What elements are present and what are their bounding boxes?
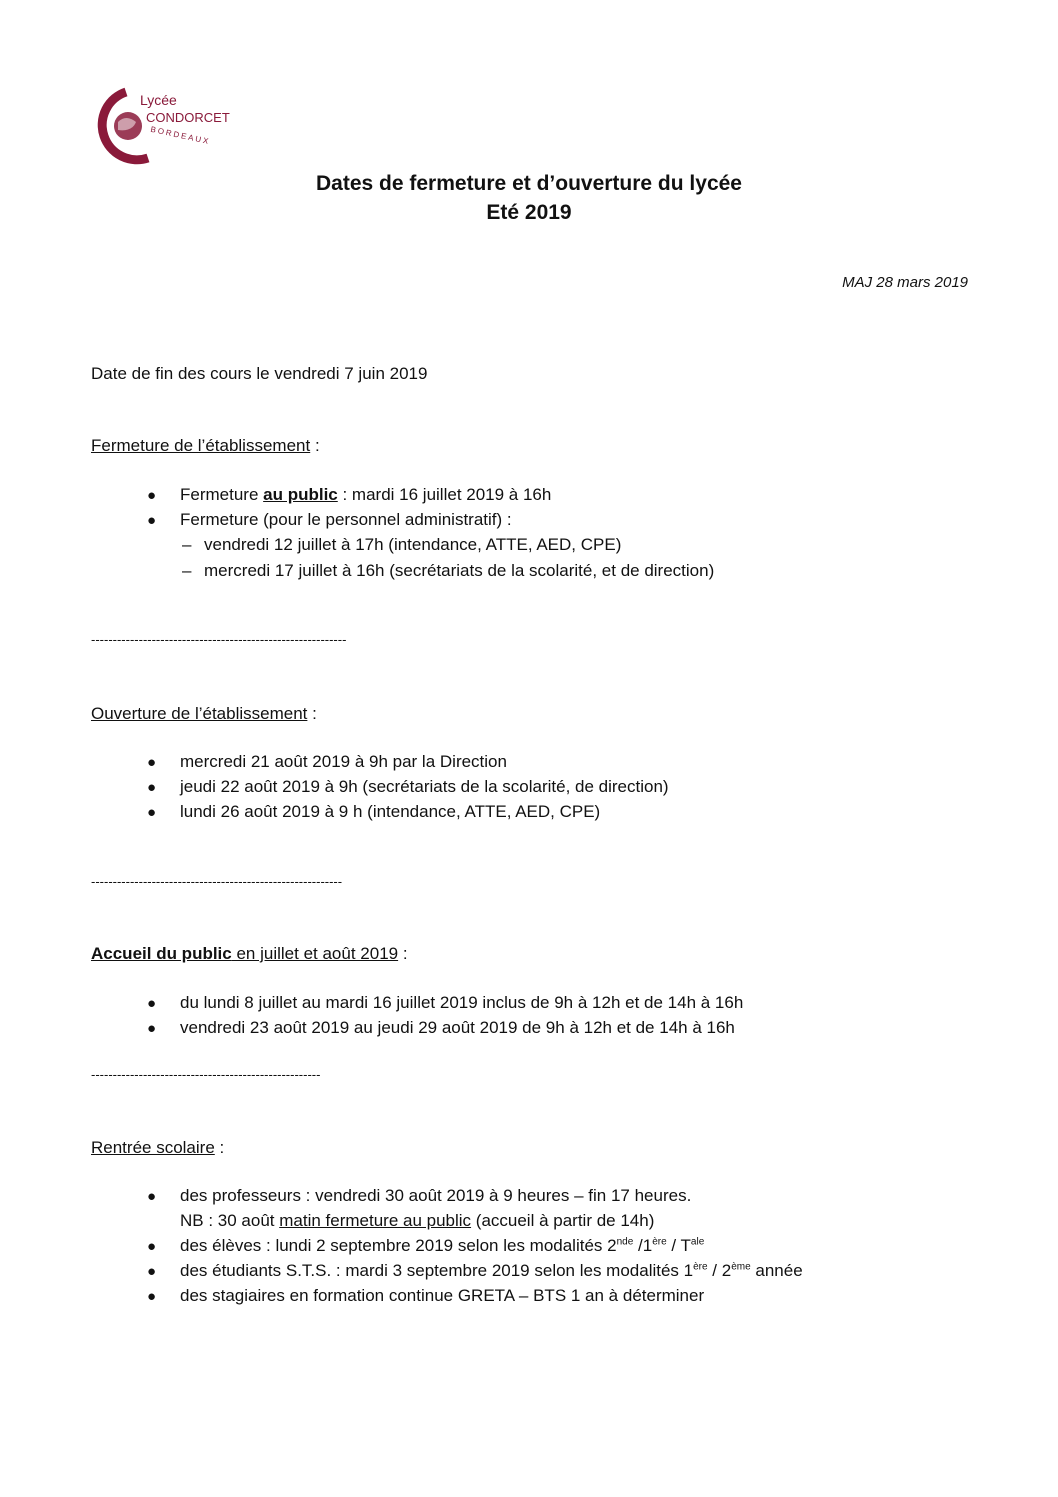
dash-icon: –	[182, 561, 192, 580]
closing-public-emphasis: au public	[263, 485, 338, 504]
logo-text-condorcet: CONDORCET	[146, 110, 230, 125]
bullet-icon: ●	[147, 1263, 157, 1280]
opening-heading-label: Ouverture de l’établissement	[91, 704, 308, 723]
bullet-icon: ●	[147, 487, 157, 504]
dash-icon: –	[182, 535, 192, 554]
closing-heading-label: Fermeture de l’établissement	[91, 436, 311, 455]
separator: -----------------------------------------------------------	[91, 632, 347, 647]
school-logo	[88, 86, 238, 166]
bullet-icon: ●	[147, 754, 157, 771]
page-title: Dates de fermeture et d’ouverture du lycée	[316, 172, 742, 195]
bullet-icon: ●	[147, 779, 157, 796]
separator: -----------------------------------------------------	[91, 1067, 321, 1082]
sub-list-item: – mercredi 17 juillet à 16h (secrétariats de la scolarité, et de direction)	[182, 561, 715, 580]
list-item: ● Fermeture (pour le personnel administratif) :	[147, 510, 512, 529]
list-item: ● des professeurs : vendredi 30 août 2019 à 9 heures – fin 17 heures.	[147, 1186, 692, 1205]
opening-heading: Ouverture de l’établissement :	[91, 704, 317, 723]
list-item: ● mercredi 21 août 2019 à 9h par la Direction	[147, 752, 507, 771]
separator: ----------------------------------------------------------	[91, 874, 343, 889]
bullet-icon: ●	[147, 1020, 157, 1037]
list-item: ● des stagiaires en formation continue GRETA – BTS 1 an à déterminer	[147, 1286, 705, 1305]
update-date: MAJ 28 mars 2019	[842, 274, 968, 291]
list-item: ● jeudi 22 août 2019 à 9h (secrétariats de la scolarité, de direction)	[147, 777, 669, 796]
list-item: ● vendredi 23 août 2019 au jeudi 29 août 2019 de 9h à 12h et de 14h à 16h	[147, 1018, 735, 1037]
logo-text-lycee: Lycée	[140, 92, 177, 108]
logo-text-bordeaux: BORDEAUX	[149, 124, 212, 147]
list-item: ● des élèves : lundi 2 septembre 2019 selon les modalités 2nde $/1ère / T^{ale}$	[147, 1236, 705, 1255]
closing-heading-colon: :	[310, 436, 320, 455]
bullet-icon: ●	[147, 1288, 157, 1305]
list-item: ● des étudiants S.T.S. : mardi 3 septembre 2019 selon les modalités 1ère / 2ème année	[147, 1261, 803, 1280]
school-start-heading: Rentrée scolaire :	[91, 1138, 225, 1157]
list-item: ● Fermeture au public : mardi 16 juillet 2019 à 16h	[147, 485, 552, 504]
list-item: ● du lundi 8 juillet au mardi 16 juillet 2019 inclus de 9h à 12h et de 14h à 16h	[147, 993, 744, 1012]
bullet-icon: ●	[147, 804, 157, 821]
note-line: NB : 30 août matin fermeture au public (accueil à partir de 14h)	[180, 1211, 655, 1230]
page-subtitle: Eté 2019	[486, 201, 572, 224]
list-item: ● lundi 26 août 2019 à 9 h (intendance, ATTE, AED, CPE)	[147, 802, 601, 821]
public-reception-heading: Accueil du public en juillet et août 2019 :	[91, 944, 408, 963]
bullet-icon: ●	[147, 512, 157, 529]
end-of-classes-text: Date de fin des cours le vendredi 7 juin 2019	[91, 364, 428, 383]
bullet-icon: ●	[147, 1238, 157, 1255]
bullet-icon: ●	[147, 995, 157, 1012]
sub-list-item: – vendredi 12 juillet à 17h (intendance, ATTE, AED, CPE)	[182, 535, 622, 554]
closing-heading	[91, 436, 320, 456]
bullet-icon: ●	[147, 1188, 157, 1205]
